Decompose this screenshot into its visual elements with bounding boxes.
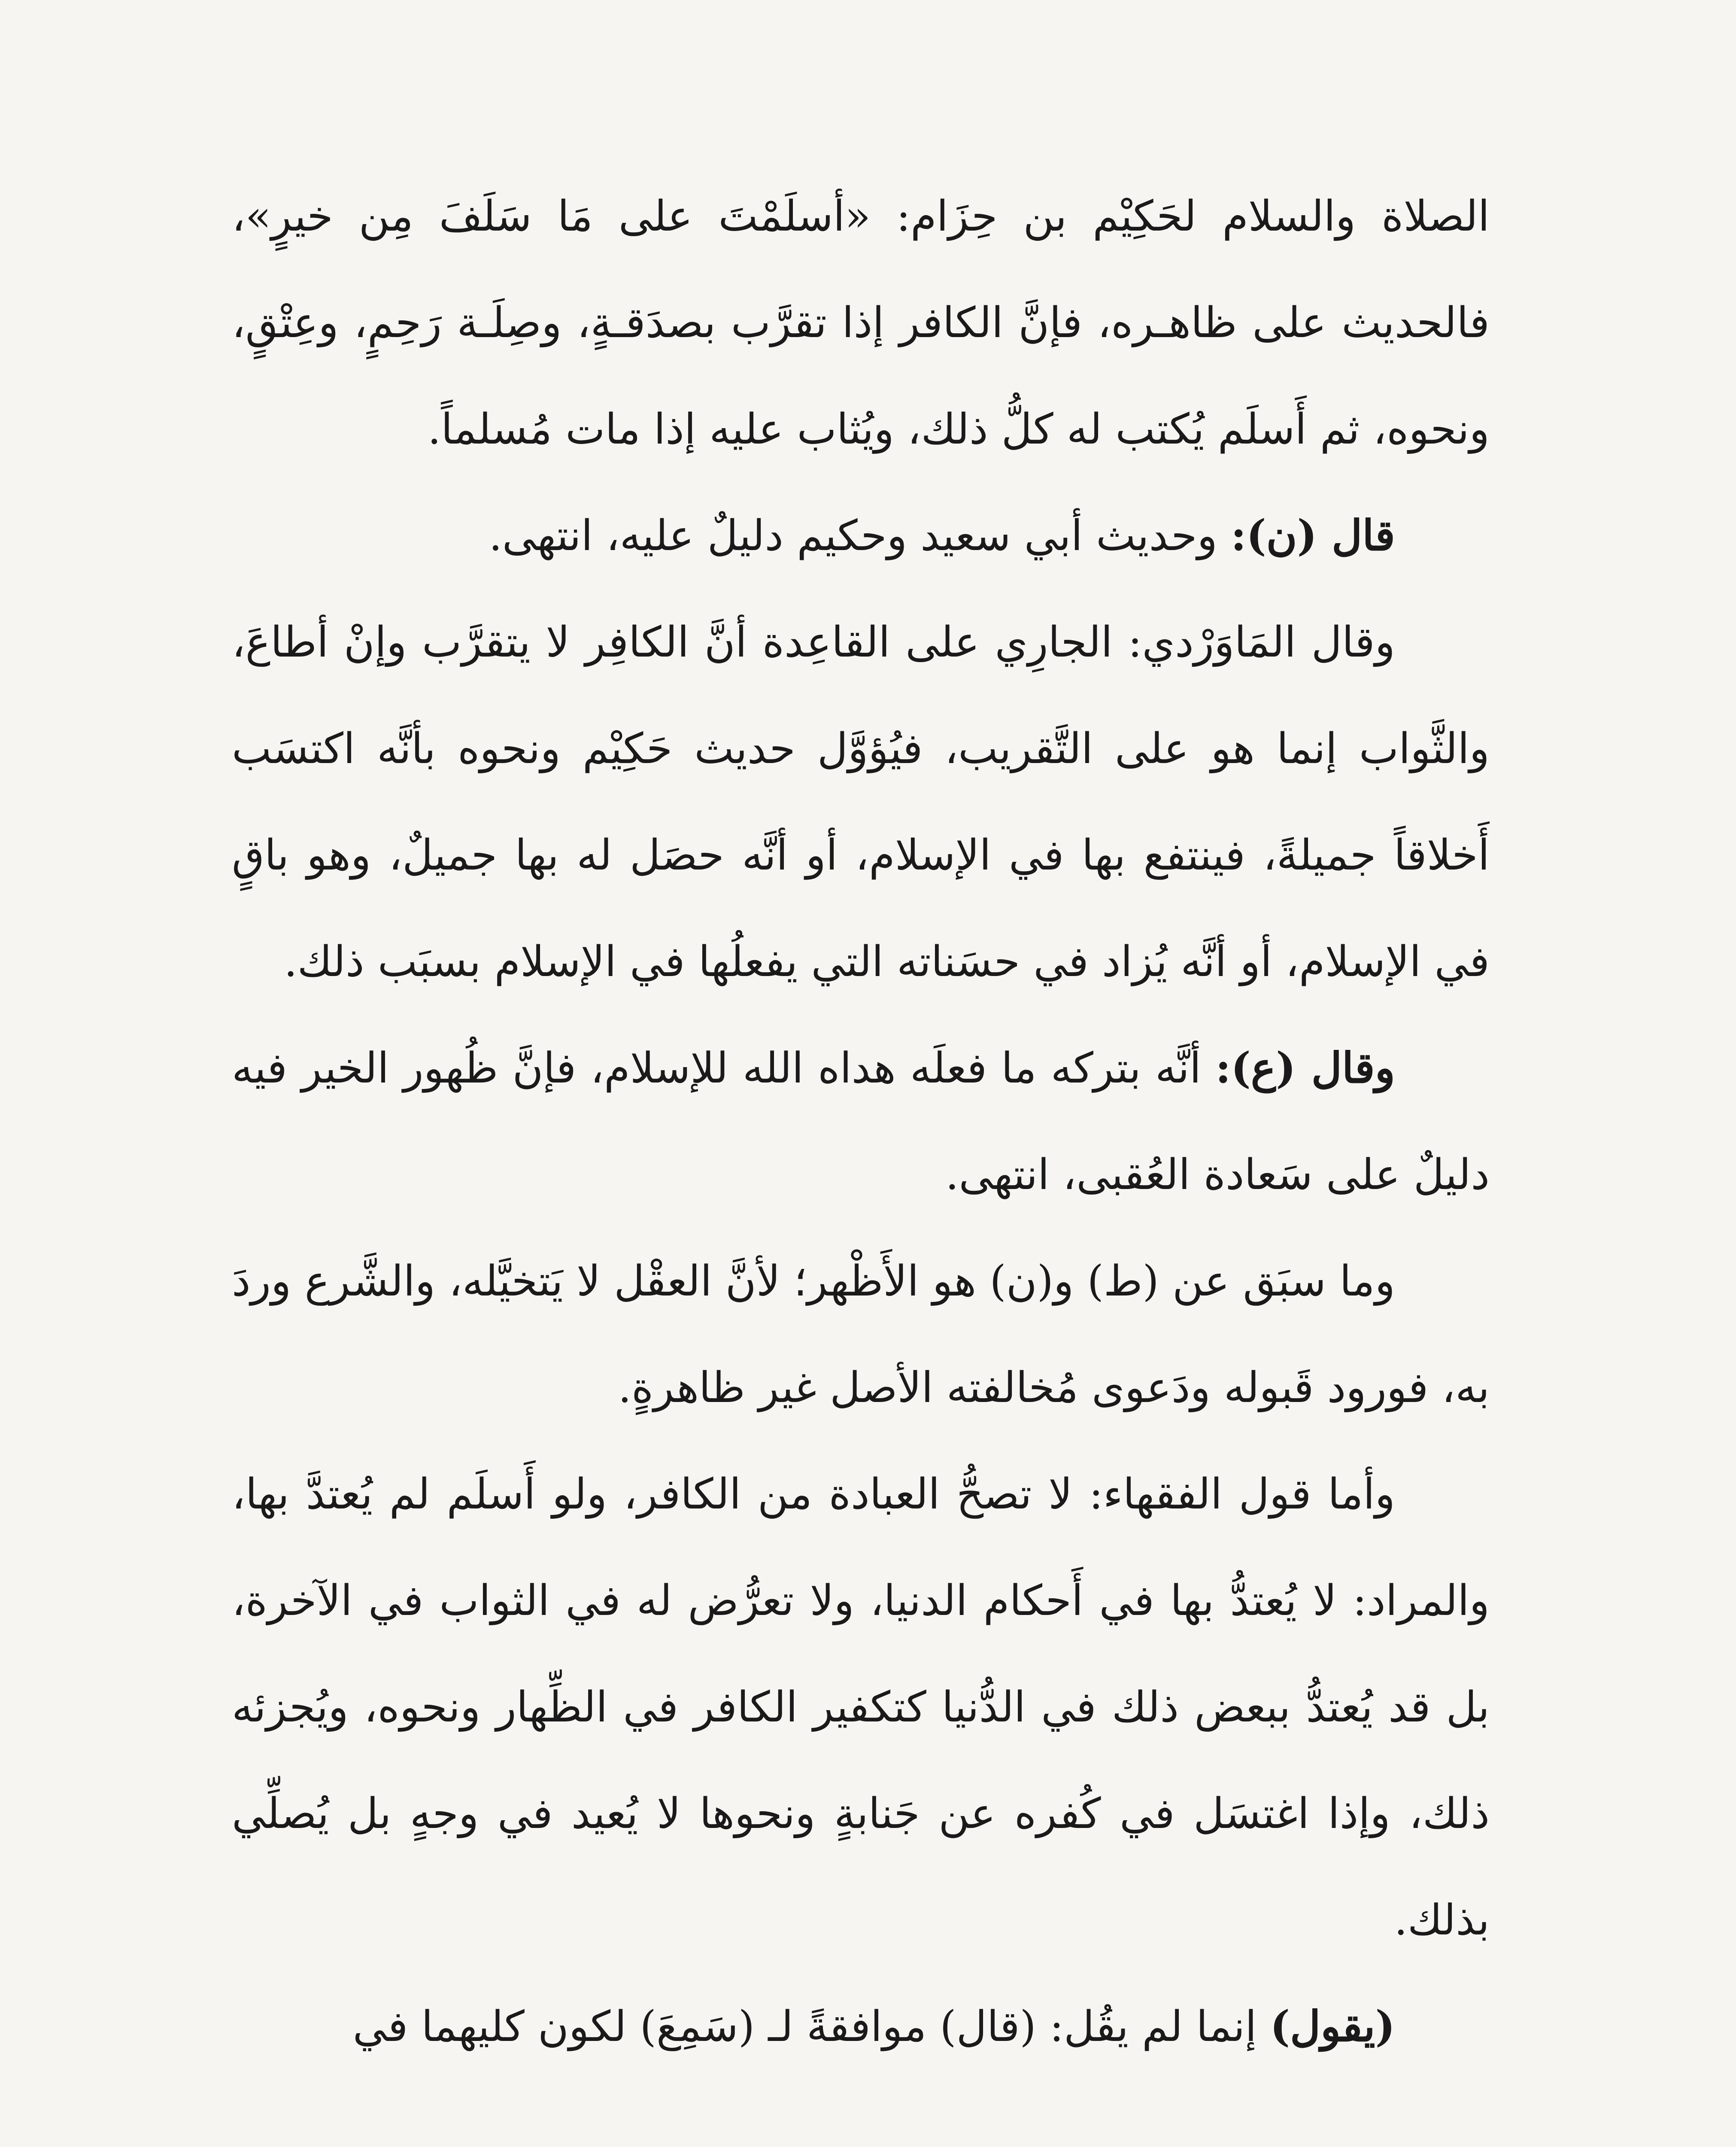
paragraph-5-text: وما سبَق عن (ط) و(ن) هو الأَظْهر؛ لأنَّ العقْل لا يَتخيَّله، والشَّرع وردَ به، فورود قَبوله ودَعوى مُخالفته الأصل غير ظاهرةٍ.	[232, 1257, 1490, 1412]
paragraph-6	[232, 1441, 1490, 1974]
paragraph-4-label: وقال (ع):	[1215, 1043, 1395, 1093]
paragraph-7	[232, 1974, 1490, 2080]
paragraph-7-text: إنما لم يقُل: (قال) موافقةً لـ (سَمِعَ) لكون كليهما في	[352, 2002, 1270, 2051]
paragraph-1-text: الصلاة والسلام لحَكِيْم بن حِزَام: «أسلَمْتَ على مَا سَلَفَ مِن خيرٍ»، فالحديث على ظاهـره، فإنَّ الكافر إذا تقرَّب بصدَقـةٍ، وصِلَـة رَحِمٍ، وعِتْقٍ، ونحوه، ثم أَسلَم يُكتب له كلُّ ذلك، ويُثاب عليه إذا مات مُسلماً.	[232, 192, 1490, 454]
paragraph-2-label: قال (ن):	[1231, 511, 1395, 560]
paragraph-3-text: وقال المَاوَرْدي: الجارِي على القاعِدة أنَّ الكافِر لا يتقرَّب وإنْ أطاعَ، والثَّواب إنما هو على التَّقريب، فيُؤوَّل حديث حَكِيْم ونحوه بأنَّه اكتسَب أَخلاقاً جميلةً، فينتفع بها في الإسلام، أو أنَّه حصَل له بها جميلٌ، وهو باقٍ في الإسلام، أو أنَّه يُزاد في حسَناته التي يفعلُها في الإسلام بسبَب ذلك.	[232, 618, 1490, 986]
paragraph-4-text: أنَّه بتركه ما فعلَه هداه الله للإسلام، فإنَّ ظُهور الخير فيه دليلٌ على سَعادة العُقبى، انتهى.	[232, 1044, 1490, 1199]
paragraph-2-text: وحديث أبي سعيد وحكيم دليلٌ عليه، انتهى.	[489, 511, 1231, 560]
paragraph-4	[232, 1015, 1490, 1228]
paragraph-1	[232, 163, 1490, 483]
paragraph-6-text: وأما قول الفقهاء: لا تصحُّ العبادة من الكافر، ولو أَسلَم لم يُعتدَّ بها، والمراد: لا يُعتدُّ بها في أَحكام الدنيا، ولا تعرُّض له في الثواب في الآخرة، بل قد يُعتدُّ ببعض ذلك في الدُّنيا كتكفير الكافر في الظِّهار ونحوه، ويُجزئه ذلك، وإذا اغتسَل في كُفره عن جَنابةٍ ونحوها لا يُعيد في وجهٍ بل يُصلِّي بذلك.	[232, 1470, 1490, 1945]
paragraph-7-label: (يقول)	[1270, 2002, 1395, 2051]
paragraph-3	[232, 589, 1490, 1015]
paragraph-5	[232, 1228, 1490, 1441]
paragraph-2	[232, 483, 1490, 589]
page-body-text	[232, 163, 1490, 2147]
